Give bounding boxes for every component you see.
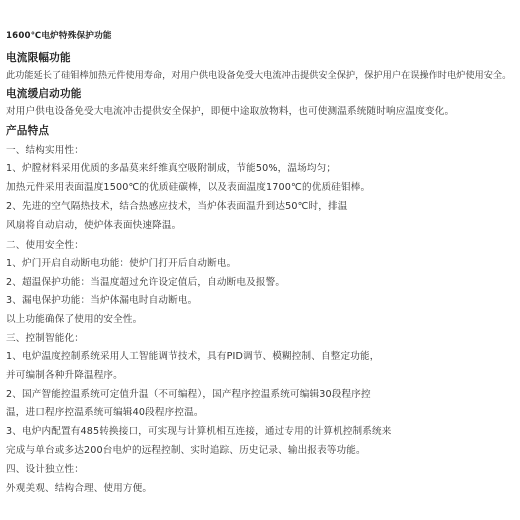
section-heading-current-limit: 电流限幅功能 [6, 52, 71, 64]
feature-line: 二、使用安全性： [6, 240, 84, 251]
feature-line: 四、设计独立性： [6, 464, 84, 475]
feature-line: 以上功能确保了使用的安全性。 [6, 314, 143, 325]
feature-line: 1、电炉温度控制系统采用人工智能调节技术，具有PID调节、模糊控制、自整定功能， [6, 351, 380, 362]
feature-line: 3、电炉内配置有485转换接口，可实现与计算机相互连接，通过专用的计算机控制系统来 [6, 426, 392, 437]
feature-line: 并可编制各种升降温程序。 [6, 370, 123, 381]
feature-line: 温，进口程序控温系统可编辑40段程序控温。 [6, 407, 204, 418]
feature-line: 风扇将自动启动，使炉体表面快速降温。 [6, 220, 182, 231]
feature-line: 1、炉膛材料采用优质的多晶莫来纤维真空吸附制成，节能50%，温场均匀； [6, 163, 337, 174]
feature-line: 完成与单台或多达200台电炉的远程控制、实时追踪、历史记录、输出报表等功能。 [6, 445, 366, 456]
feature-line: 2、先进的空气隔热技术，结合热感应技术，当炉体表面温升到达50℃时，排温 [6, 201, 348, 212]
paragraph-current-limit: 此功能延长了硅钼棒加热元件使用寿命，对用户供电设备免受大电流冲击提供安全保护，保护用户在误操作时电炉使用安全。 [6, 70, 512, 81]
document-title: 1600℃电炉特殊保护功能 [6, 31, 112, 41]
feature-line: 2、国产智能控温系统可定值升温（不可编程），国产程序控温系统可编辑30段程序控 [6, 389, 371, 400]
section-heading-slow-start: 电流缓启动功能 [6, 88, 82, 100]
section-heading-features: 产品特点 [6, 125, 50, 137]
feature-line: 1、炉门开启自动断电功能：使炉门打开后自动断电。 [6, 258, 237, 269]
feature-line: 三、控制智能化： [6, 333, 84, 344]
feature-line: 一、结构实用性： [6, 145, 84, 156]
feature-line: 2、超温保护功能：当温度超过允许设定值后，自动断电及报警。 [6, 277, 286, 288]
feature-line: 外观美观、结构合理、使用方便。 [6, 483, 153, 494]
paragraph-slow-start: 对用户供电设备免受大电流冲击提供安全保护，即便中途取放物料，也可使测温系统随时响应温度变化。 [6, 106, 455, 117]
feature-line: 3、漏电保护功能：当炉体漏电时自动断电。 [6, 295, 198, 306]
feature-line: 加热元件采用表面温度1500℃的优质硅碳棒，以及表面温度1700℃的优质硅钼棒。 [6, 182, 371, 193]
